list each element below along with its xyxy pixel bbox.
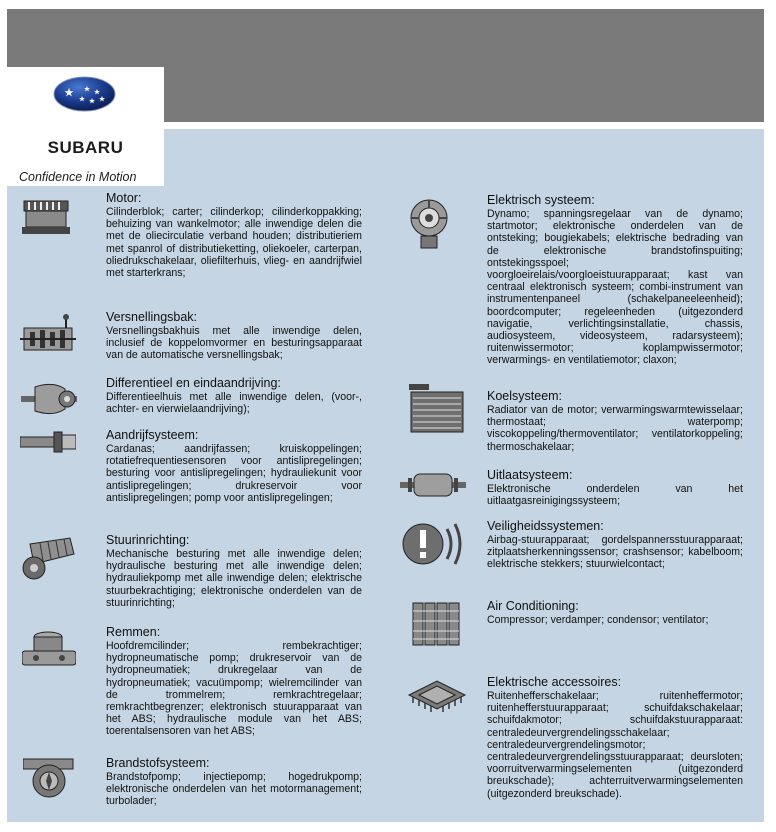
section-title: Aandrijfsysteem: <box>106 428 199 442</box>
section-versnellingsbak <box>106 311 362 362</box>
section-air-conditioning <box>487 600 743 626</box>
section-uitlaatsysteem <box>487 469 743 507</box>
engine-icon <box>20 197 72 239</box>
section-title: Brandstofsysteem: <box>106 756 210 770</box>
driveshaft-icon <box>20 429 76 455</box>
section-title: Differentieel en eindaandrijving: <box>106 376 281 390</box>
section-text: Brandstofpomp; injectiepomp; hogedrukpomp; elektronische onderdelen van het motormanagement; turbolader; <box>106 771 362 808</box>
section-title: Versnellingsbak: <box>106 310 198 324</box>
section-title: Veiligheidssystemen: <box>487 519 604 533</box>
section-motor <box>106 192 362 279</box>
section-text: Elektronische onderdelen van het uitlaatgasreinigingssysteem; <box>487 483 743 508</box>
brand-name: SUBARU <box>47 138 124 157</box>
brake-icon <box>22 629 76 675</box>
section-stuurinrichting <box>106 534 362 609</box>
differential-icon <box>21 381 77 417</box>
section-title: Uitlaatsysteem: <box>487 468 573 482</box>
section-text: Mechanische besturing met alle inwendige delen; hydraulische besturing met alle inwendige delen; hydrauliekpomp met alle inwendige delen; elektrische stuurbekrachtiging; elektronische onderdelen van de stuurinrichting; <box>106 548 362 609</box>
fuel-pump-icon <box>23 757 75 799</box>
section-text: Airbag-stuurapparaat; gordelspannersstuurapparaat; zitplaatsherkenningssensor; crashsensor; kabelboom; elektrische stekkers; stuurwielcontact; <box>487 534 743 571</box>
gearbox-icon <box>20 314 76 362</box>
section-differentieel <box>106 377 362 415</box>
subaru-logo-icon <box>53 76 116 112</box>
section-title: Koelsysteem: <box>487 389 563 403</box>
section-title: Air Conditioning: <box>487 599 579 613</box>
section-veiligheidssystemen <box>487 520 743 571</box>
alternator-icon <box>405 194 455 252</box>
section-text: Cardanas; aandrijfassen; kruiskoppelingen; rotatiefrequentiesensoren voor antislipregelingen; besturing voor antislipregelingen; hydrauliekunit voor antislipregelingen; drukreservoir voor antislipregelingen; pomp voor antislipregelingen; <box>106 443 362 504</box>
section-text: Cilinderblok; carter; cilinderkop; cilinderkoppakking; behuizing van wankelmotor; alle inwendige delen die met de oliecirculatie verband houden; distributieriem met spanrol of distributieketting, oliekoeler, carterpan, oliedrukschakelaar, oliefilterhuis, vlieg- en aandrijfwiel met starterkrans; <box>106 206 362 280</box>
condenser-icon <box>409 599 461 649</box>
section-elektrisch-systeem <box>487 194 743 367</box>
section-title: Remmen: <box>106 625 161 639</box>
section-text: Radiator van de motor; verwarmingswarmtewisselaar; thermostaat; waterpomp; viscokoppeling/thermoventilator; ventilatorkoppeling; thermoschakelaar; <box>487 404 743 453</box>
exhaust-icon <box>400 471 466 499</box>
section-elektrische-accessoires <box>487 676 743 800</box>
warning-icon <box>401 519 465 569</box>
steering-icon <box>20 534 78 582</box>
logo-box <box>7 67 164 186</box>
section-remmen <box>106 626 362 738</box>
section-title: Motor: <box>106 191 142 205</box>
section-text: Versnellingsbakhuis met alle inwendige delen, inclusief de koppelomvormer en besturingsapparaat van de automatische versnellingsbak; <box>106 325 362 362</box>
section-text: Compressor; verdamper; condensor; ventilator; <box>487 614 709 626</box>
section-text: Differentieelhuis met alle inwendige delen, (voor-, achter- en vierwielaandrijving); <box>106 391 362 416</box>
section-text: Hoofdremcilinder; rembekrachtiger; hydropneumatische pomp; drukreservoir van de hydropneumatiek; drukregelaar van de hydropneumatiek; vacuümpomp; wielremcilinder van de trommelrem; remkrachtregelaar; remkrachtbegrenzer; elektronisch stuurapparaat van het ABS; hydraulische module van het ABS; toerentalsensoren van het ABS; <box>106 640 362 738</box>
page <box>7 9 764 822</box>
radiator-icon <box>409 384 465 436</box>
tagline: Confidence in Motion <box>19 170 137 184</box>
section-koelsysteem <box>487 390 743 453</box>
section-title: Stuurinrichting: <box>106 533 190 547</box>
section-brandstofsysteem <box>106 757 362 808</box>
section-text: Dynamo; spanningsregelaar van de dynamo; startmotor; elektronische onderdelen van de ontsteking; bougiekabels; elektrische bedrading van de elektronische brandstofinspuiting; ontstekingsspoel; voorgloeirelais/voorgloeistuurapparaat; kast van centraal elektronisch systeem; combi-instrument van instrumentenpaneel (schakelpaneeleenheid); boordcomputer; regeleenheden (uitgezonderd navigatie, verlichtingsinstallatie, chassis, audiosysteem, videosysteem, radarsysteem); ruitenwissermotor; koplampwissermotor; verwarmings- en ventilatiemotor; claxon; <box>487 208 743 367</box>
chip-icon <box>403 673 469 717</box>
section-title: Elektrisch systeem: <box>487 193 595 207</box>
section-aandrijfsysteem <box>106 429 362 504</box>
section-text: Ruitenhefferschakelaar; ruitenheffermotor; ruitenhefferstuurapparaat; schuifdakschakelaar; schuifdakmotor; schuifdakstuurapparaat: centraledeurvergrendelingsschakelaar; centraledeurvergrendelingsmotor; centraledeurvergrendelingsstuurapparaat; deursloten; voorruitverwarmingselementen (uitgezonderd breukschade); achterruitverwarmingselementen (uitgezonderd breukschade). <box>487 690 743 800</box>
section-title: Elektrische accessoires: <box>487 675 622 689</box>
